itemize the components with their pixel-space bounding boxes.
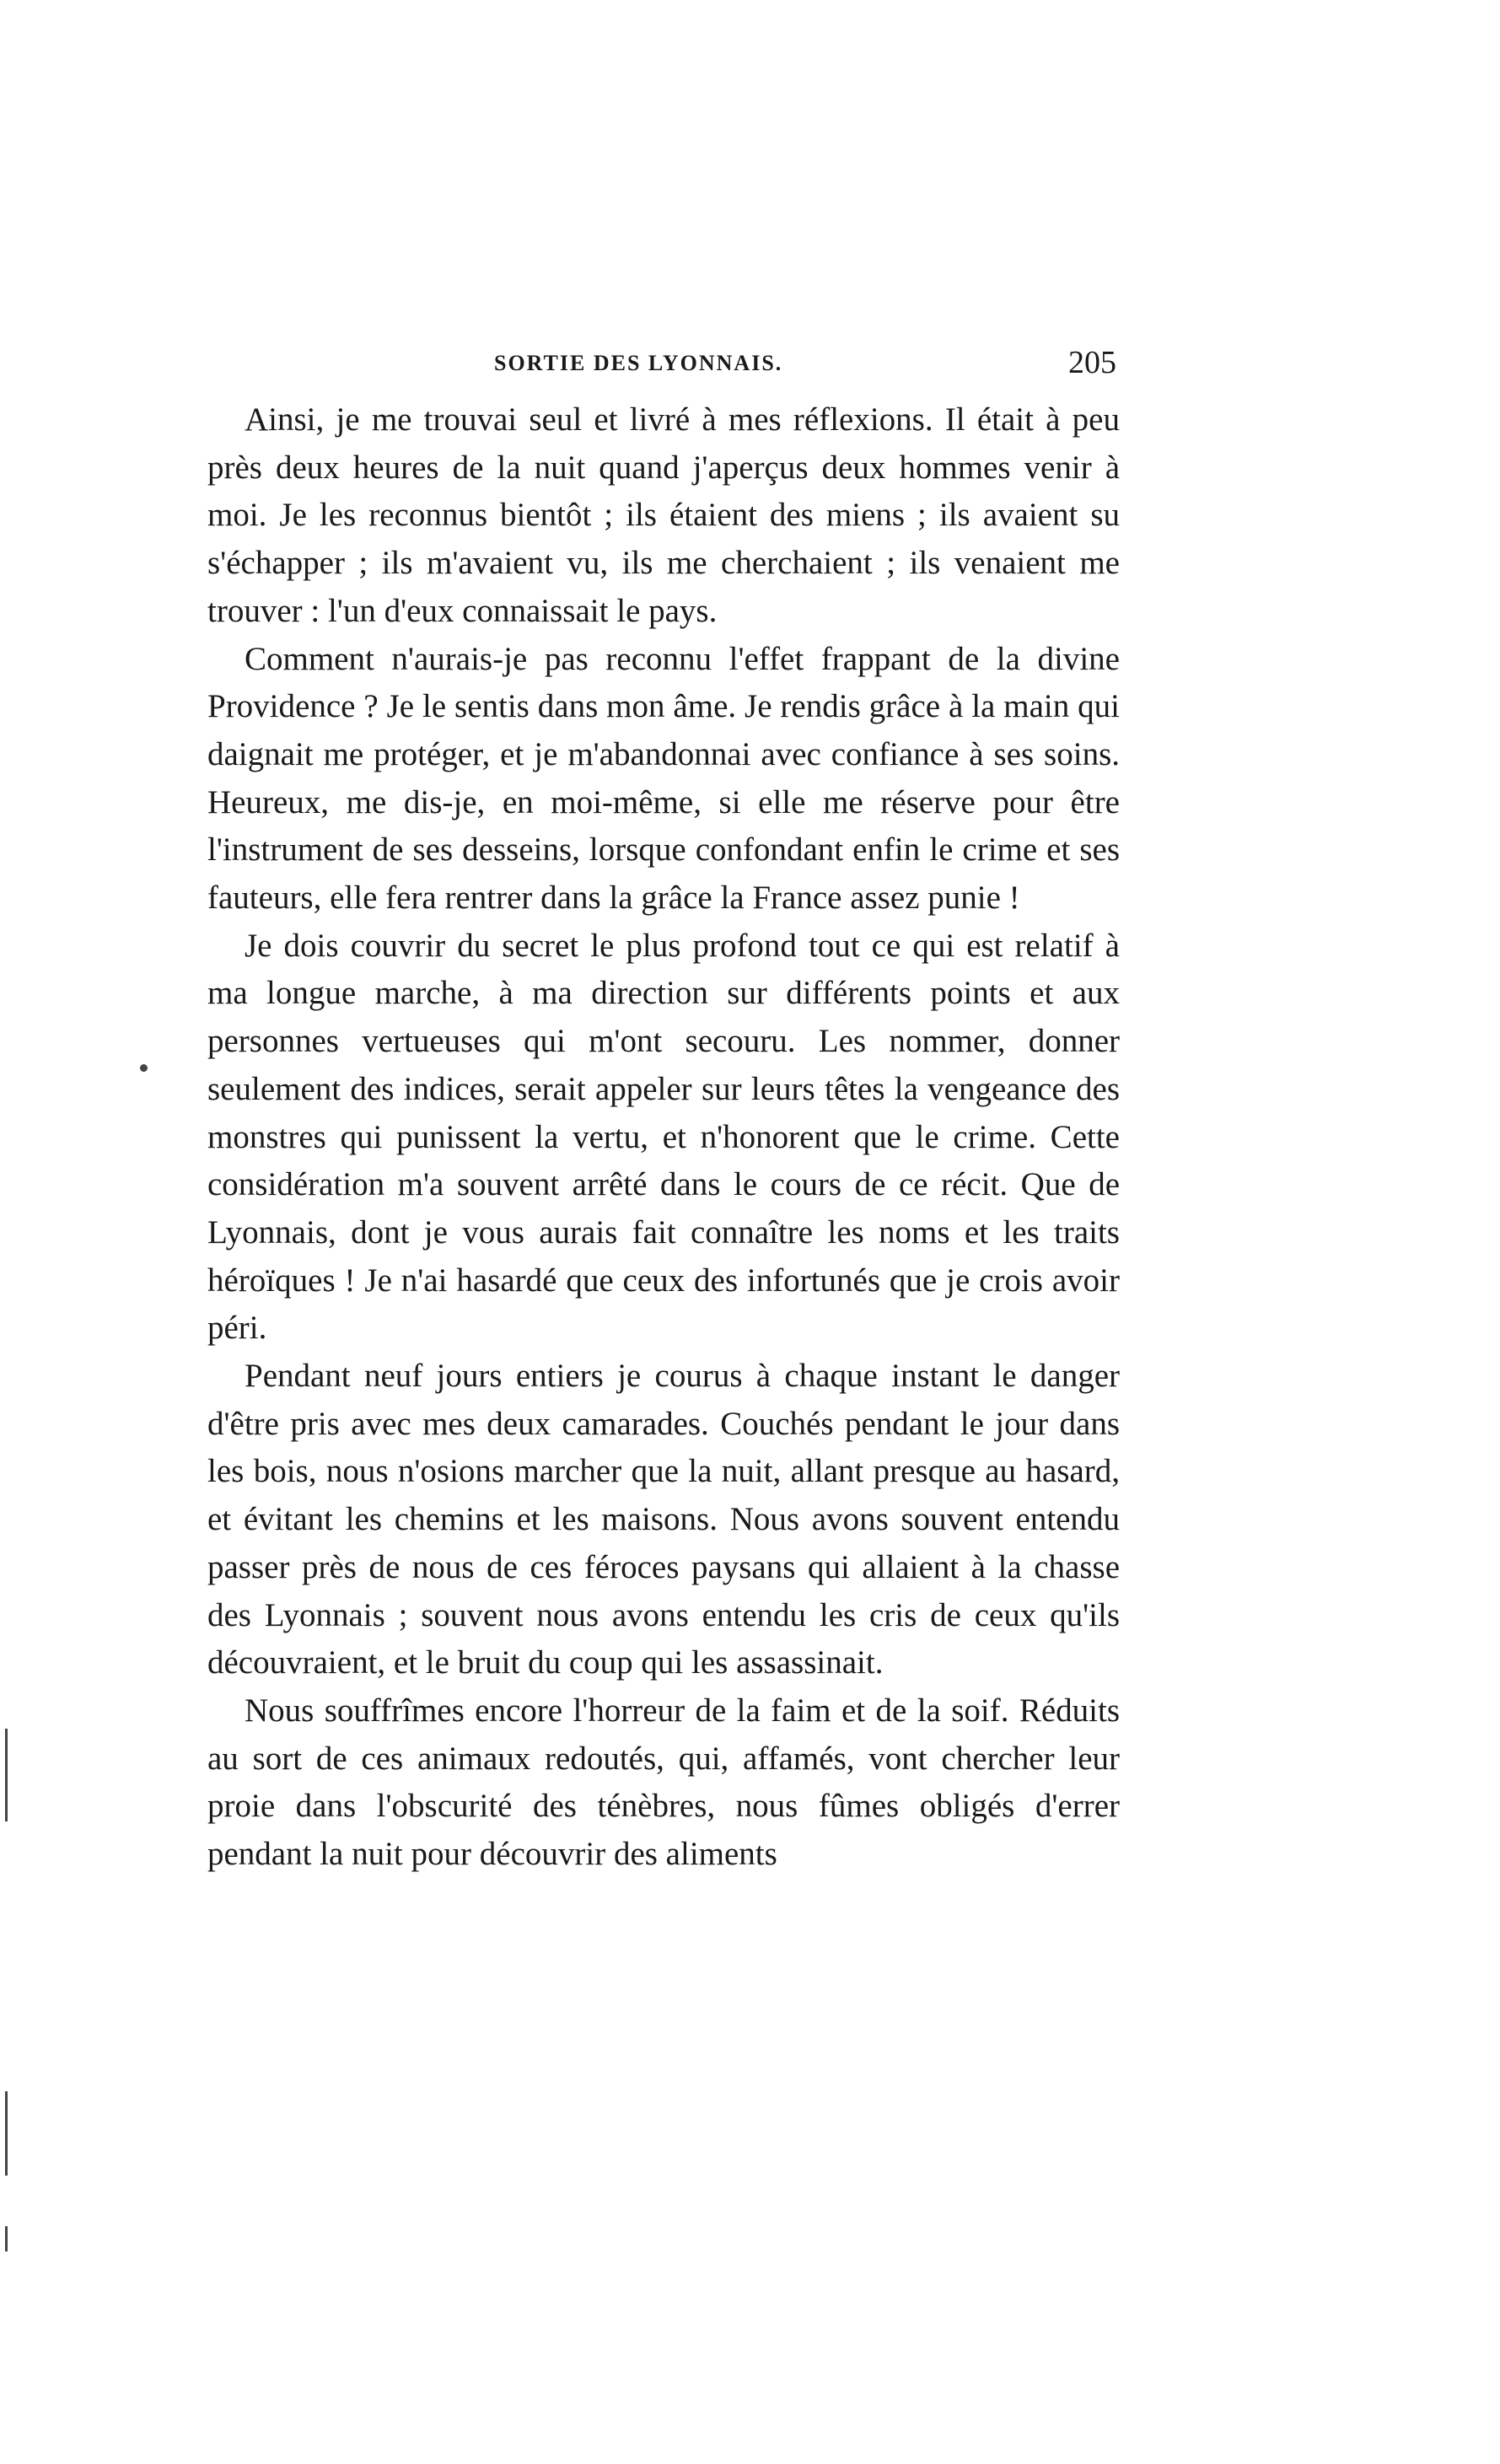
scan-mark — [5, 2226, 8, 2251]
scan-mark — [5, 2091, 8, 2176]
scan-dot — [140, 1064, 148, 1072]
scan-mark — [5, 1729, 8, 1821]
page-number: 205 — [1068, 345, 1116, 380]
paragraph: Je dois couvrir du secret le plus profond tout ce qui est relatif à ma longue marche, à ma direction sur différents points et aux personnes vertueuses qui m'ont secouru. Les nommer, donner seulement des indices, serait appeler sur leurs têtes la vengeance des monstres qui punissent la vertu, et n'honorent que le crime. Cette considération m'a souvent arrêté dans le cours de ce récit. Que de Lyonnais, dont je vous aurais fait connaître les noms et les traits héroïques ! Je n'ai hasardé que ceux des infortunés que je crois avoir péri. — [207, 927, 1120, 1347]
body-text — [207, 396, 1120, 1879]
paragraph: Comment n'aurais-je pas reconnu l'effet frappant de la divine Providence ? Je le sentis dans mon âme. Je rendis grâce à la main qui daignait me protéger, et je m'abandonnai avec confiance à ses soins. Heureux, me dis-je, en moi-même, si elle me réserve pour être l'instrument de ses desseins, lorsque confondant enfin le crime et ses fauteurs, elle fera rentrer dans la grâce la France assez punie ! — [207, 640, 1120, 917]
paragraph: Pendant neuf jours entiers je courus à chaque instant le danger d'être pris avec mes deux camarades. Couchés pendant le jour dans les bois, nous n'osions marcher que la nuit, allant presque au hasard, et évitant les chemins et les maisons. Nous avons souvent entendu passer près de nous de ces féroces paysans qui allaient à la chasse des Lyonnais ; souvent nous avons entendu les cris de ceux qu'ils découvraient, et le bruit du coup qui les assassinait. — [207, 1358, 1120, 1681]
running-head — [207, 344, 1120, 386]
running-title: SORTIE DES LYONNAIS. — [494, 351, 783, 375]
paragraph: Nous souffrîmes encore l'horreur de la faim et de la soif. Réduits au sort de ces animaux redoutés, qui, affamés, vont chercher leur proie dans l'obscurité des ténèbres, nous fûmes obligés d'errer pendant la nuit pour découvrir des aliments — [207, 1692, 1120, 1873]
paragraph: Ainsi, je me trouvai seul et livré à mes réflexions. Il était à peu près deux heures de la nuit quand j'aperçus deux hommes venir à moi. Je les reconnus bientôt ; ils étaient des miens ; ils avaient su s'échapper ; ils m'avaient vu, ils me cherchaient ; ils venaient me trouver : l'un d'eux connaissait le pays. — [207, 401, 1120, 629]
